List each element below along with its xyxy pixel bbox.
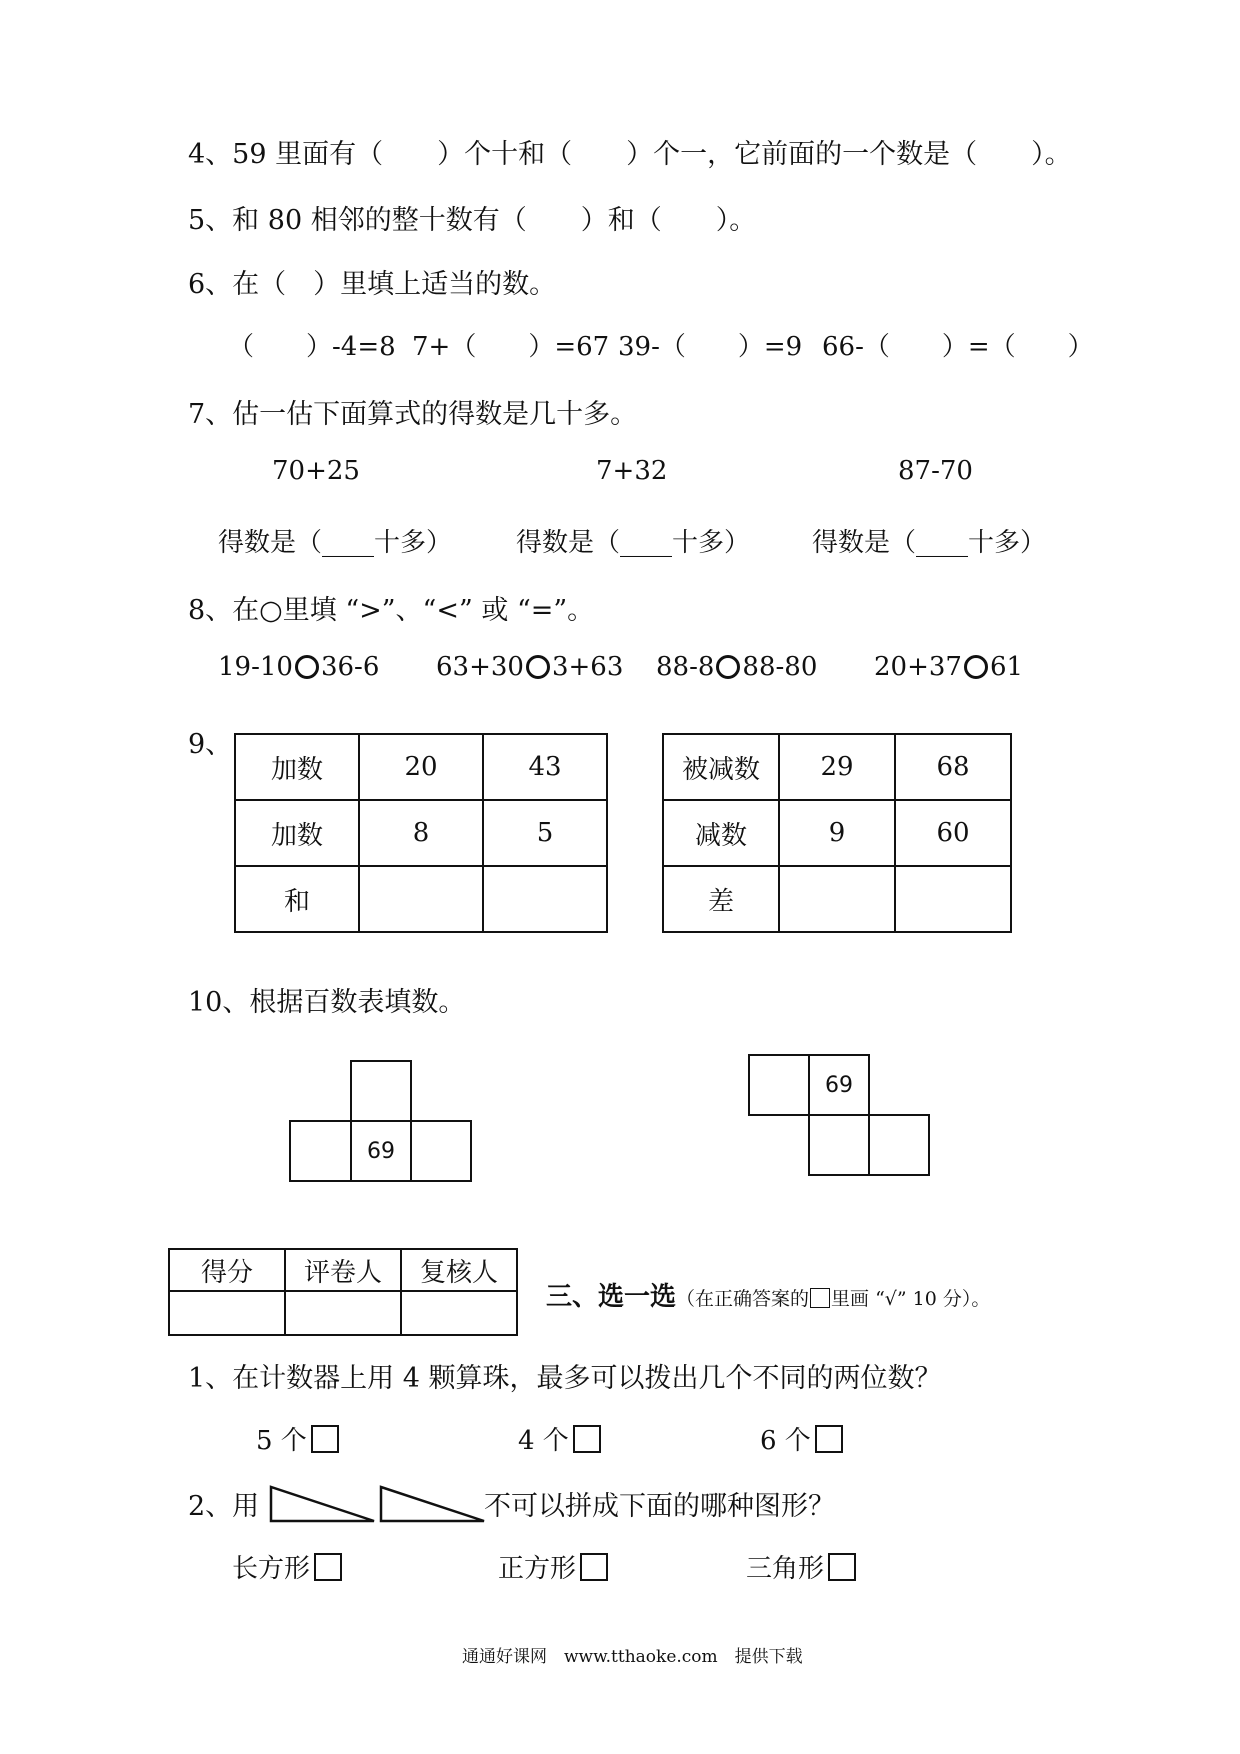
addition-table: [234, 733, 608, 933]
section-3-heading: [546, 1276, 990, 1313]
score-header: 复核人: [401, 1249, 517, 1291]
q8-right: 61: [989, 652, 1024, 682]
option-label: 6 个: [760, 1426, 811, 1456]
checkbox-icon[interactable]: [580, 1553, 608, 1581]
section-3-note: 里画 “√” 10 分）。: [831, 1288, 991, 1310]
choice-option: [498, 1548, 608, 1585]
hundred-chart-cell: 69: [808, 1054, 870, 1116]
answer-cell[interactable]: [895, 866, 1011, 932]
q8-comparison: [436, 652, 623, 682]
section-3-title: 三、选一选: [546, 1282, 677, 1312]
table-cell: 5: [483, 800, 607, 866]
checkbox-icon[interactable]: [828, 1553, 856, 1581]
subtraction-table: [662, 733, 1012, 933]
q7-expression: 87-70: [898, 456, 973, 486]
checkbox-icon[interactable]: [311, 1425, 339, 1453]
checkbox-icon[interactable]: [815, 1425, 843, 1453]
blank-circle-icon[interactable]: [964, 655, 988, 679]
question-5: 5、和 80 相邻的整十数有（ ）和（ ）。: [188, 205, 757, 236]
hundred-chart-cell[interactable]: [410, 1120, 472, 1182]
choice-option: [746, 1548, 856, 1585]
hundred-chart-cell[interactable]: [748, 1054, 810, 1116]
q6-item: 66-（ ）=（ ）: [822, 332, 1094, 362]
q8-comparison: [656, 652, 817, 682]
hundred-chart-cell[interactable]: [350, 1060, 412, 1122]
table-cell: 60: [895, 800, 1011, 866]
choice-option: [760, 1420, 843, 1457]
option-label: 长方形: [232, 1554, 311, 1584]
answer-cell[interactable]: [483, 866, 607, 932]
q6-item: 7+（ ）=67: [412, 332, 610, 362]
question-6: 6、在（ ）里填上适当的数。: [188, 269, 557, 300]
hundred-chart-cell[interactable]: [868, 1114, 930, 1176]
q7-expression: 7+32: [596, 456, 668, 486]
q8-comparison: [218, 652, 379, 682]
section-3-note: （在正确答案的: [676, 1288, 810, 1310]
question-8: 8、在○里填 “>”、“<” 或 “=”。: [188, 595, 595, 626]
q8-left: 88-8: [656, 652, 715, 682]
score-table: [168, 1248, 518, 1336]
question-7: 7、估一估下面算式的得数是几十多。: [188, 399, 638, 430]
blank-circle-icon[interactable]: [526, 655, 550, 679]
right-triangle-icon: [378, 1484, 488, 1524]
blank-circle-icon[interactable]: [295, 655, 319, 679]
question-9-label: 9、: [188, 729, 233, 760]
q8-comparison: [874, 652, 1023, 682]
hundred-chart-cell: 69: [350, 1120, 412, 1182]
score-header: 得分: [169, 1249, 285, 1291]
choice-option: [232, 1548, 342, 1585]
score-header: 评卷人: [285, 1249, 401, 1291]
table-cell: 被减数: [663, 734, 779, 800]
table-cell: 20: [359, 734, 483, 800]
q7-answer: 得数是（____十多）: [218, 528, 453, 558]
option-label: 5 个: [256, 1426, 307, 1456]
score-cell[interactable]: [169, 1291, 285, 1335]
q7-answer: 得数是（____十多）: [516, 528, 751, 558]
hundred-chart-cell[interactable]: [808, 1114, 870, 1176]
choice-option: [518, 1420, 601, 1457]
answer-cell[interactable]: [359, 866, 483, 932]
q8-right: 3+63: [551, 652, 624, 682]
q8-right: 88-80: [742, 652, 818, 682]
score-cell[interactable]: [285, 1291, 401, 1335]
q7-expression: 70+25: [272, 456, 360, 486]
checkbox-icon[interactable]: [573, 1425, 601, 1453]
q8-right: 36-6: [320, 652, 380, 682]
blank-circle-icon[interactable]: [716, 655, 740, 679]
option-label: 三角形: [746, 1554, 825, 1584]
question-4: 4、59 里面有（ ）个十和（ ）个一，它前面的一个数是（ ）。: [188, 139, 1072, 170]
q7-answer: 得数是（____十多）: [812, 528, 1047, 558]
choice-question-1: 1、在计数器上用 4 颗算珠，最多可以拨出几个不同的两位数？: [188, 1363, 942, 1394]
score-cell[interactable]: [401, 1291, 517, 1335]
table-cell: 加数: [235, 800, 359, 866]
q8-left: 19-10: [218, 652, 293, 682]
table-cell: 差: [663, 866, 779, 932]
q6-item: 39-（ ）=9: [618, 332, 803, 362]
table-cell: 加数: [235, 734, 359, 800]
q6-item: （ ）-4=8: [228, 332, 396, 362]
checkbox-icon: [810, 1288, 830, 1308]
table-cell: 29: [779, 734, 895, 800]
table-cell: 减数: [663, 800, 779, 866]
choice-option: [256, 1420, 339, 1457]
choice-question-2-prefix: 2、用: [188, 1491, 260, 1522]
option-label: 正方形: [498, 1554, 577, 1584]
page-footer: 通通好课网 www.tthaoke.com 提供下载: [462, 1647, 803, 1667]
checkbox-icon[interactable]: [314, 1553, 342, 1581]
q8-left: 20+37: [874, 652, 962, 682]
table-cell: 8: [359, 800, 483, 866]
option-label: 4 个: [518, 1426, 569, 1456]
right-triangle-icon: [268, 1484, 378, 1524]
choice-question-2-suffix: 不可以拼成下面的哪种图形？: [484, 1491, 835, 1522]
question-10: 10、根据百数表填数。: [188, 987, 466, 1018]
table-cell: 43: [483, 734, 607, 800]
hundred-chart-cell[interactable]: [289, 1120, 352, 1182]
q8-left: 63+30: [436, 652, 524, 682]
table-cell: 9: [779, 800, 895, 866]
table-cell: 和: [235, 866, 359, 932]
answer-cell[interactable]: [779, 866, 895, 932]
table-cell: 68: [895, 734, 1011, 800]
